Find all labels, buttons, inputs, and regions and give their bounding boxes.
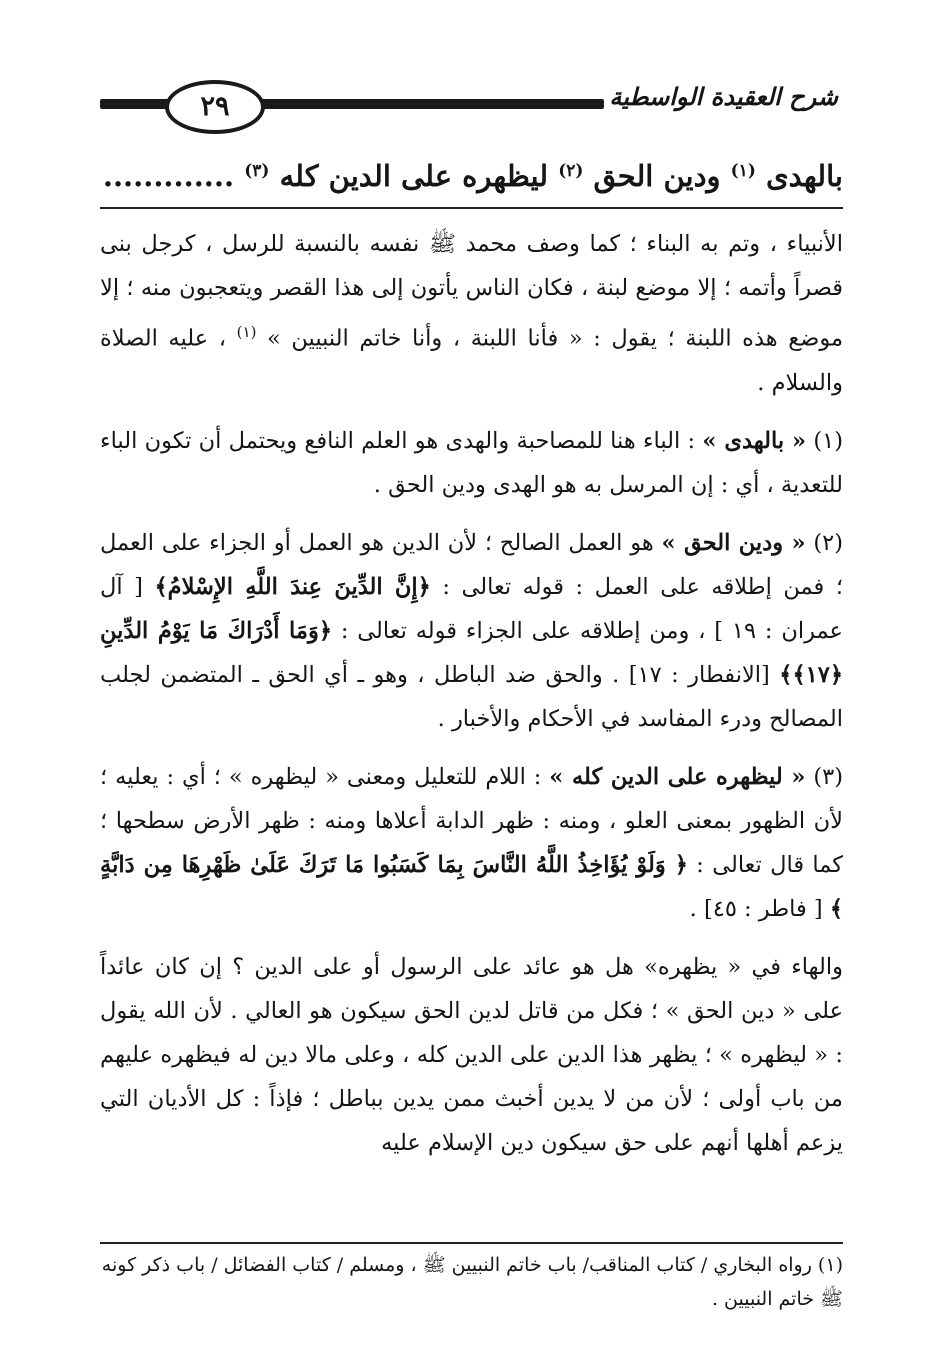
note-2-quran-2: ﴿وَمَا أَدْرَاكَ مَا يَوْمُ الدِّينِ ﴿١٧﴾﴾ — [100, 617, 843, 688]
note-3-number: (٣) — [813, 763, 843, 790]
note-3-heading: « ليظهره على الدين كله » — [549, 763, 806, 790]
note-2-heading: « ودين الحق » — [661, 529, 806, 556]
page-number: ٢٩ — [165, 80, 265, 134]
intro-paragraph — [100, 222, 843, 405]
note-2-text-3: [الانفطار : ١٧] . والحق ضد الباطل ، وهو ـ أي الحق ـ المتضمن لجلب المصالح ودرء المفاسد في الأحكام والأخبار . — [100, 661, 843, 732]
note-2 — [100, 521, 843, 741]
matn-phrase-1: بالهدى — [765, 159, 843, 193]
note-2-number: (٢) — [813, 529, 844, 556]
note-1-heading: « بالهدى » — [702, 427, 807, 454]
matn-ref-3: (٣) — [244, 161, 270, 181]
matn-separator — [100, 207, 843, 209]
matn-ref-1: (١) — [730, 161, 756, 181]
book-title: شرح العقيدة الواسطية — [609, 82, 838, 111]
matn-ref-2: (٢) — [558, 161, 584, 181]
footnote-separator — [100, 1242, 843, 1244]
commentary-body — [100, 222, 843, 1179]
note-1 — [100, 419, 843, 507]
note-1-text: : الباء هنا للمصاحبة والهدى هو العلم النافع ويحتمل أن تكون الباء للتعدية ، أي : إن المرسل به هو الهدى ودين الحق . — [100, 427, 843, 498]
note-3-text: : اللام للتعليل ومعنى « ليظهره » ؛ أي : يعليه ؛ لأن الظهور بمعنى العلو ، ومنه : ظهر الدابة أعلاها ومنه : ظهر الأرض سطحها ؛ كما قال تعالى : — [100, 763, 843, 878]
note-3-quran: ﴿ وَلَوْ يُؤَاخِذُ اللَّهُ النَّاسَ بِمَا كَسَبُوا مَا تَرَكَ عَلَىٰ ظَهْرِهَا مِن دَابَّةٍ ﴾ — [100, 851, 843, 922]
matn-phrase-2: ودين الحق — [593, 159, 721, 193]
matn-line — [100, 146, 843, 196]
note-3-text-2: [ فاطر : ٤٥] . — [689, 895, 823, 922]
note-3 — [100, 755, 843, 931]
note-2-quran-1: ﴿إِنَّ الدِّينَ عِندَ اللَّهِ الإِسْلامُ﴾ — [154, 573, 431, 600]
intro-text-end: ، عليه الصلاة والسلام . — [100, 325, 843, 396]
closing-paragraph: والهاء في « يظهره» هل هو عائد على الرسول أو على الدين ؟ إن كان عائداً على « دين الحق » ؛ فكل من قاتل لدين الحق سيكون هو العالي . لأن الله يقول : « ليظهره » ؛ يظهر هذا الدين على الدين كله ، وعلى مالا دين له فيظهره عليهم من باب أولى ؛ لأن من لا يدين أخبث ممن يدين بباطل ؛ فإذاً : كل الأديان التي يزعم أهلها أنهم على حق سيكون دين الإسلام عليه — [100, 953, 843, 1156]
note-2-text: هو العمل الصالح ؛ لأن الدين هو العمل أو الجزاء على العمل ؛ فمن إطلاقه على العمل : قوله تعالى : — [100, 529, 843, 600]
header-bar-right — [248, 99, 604, 109]
note-1-number: (١) — [813, 427, 844, 454]
intro-ref: (١) — [236, 323, 257, 341]
intro-text: الأنبياء ، وتم به البناء ؛ كما وصف محمد ﷺ نفسه بالنسبة للرسل ، كرجل بنى قصراً وأتمه ؛ إلا موضع لبنة ، فكان الناس يأتون إلى هذا القصر ويتعجبون منه ؛ إلا موضع هذه اللبنة ؛ يقول : « فأنا اللبنة ، وأنا خاتم النبيين » — [100, 231, 843, 352]
note-2-text-2: [ آل عمران : ١٩ ] ، ومن إطلاقه على الجزاء قوله تعالى : — [100, 573, 843, 644]
footnote: (١) رواه البخاري / كتاب المناقب/ باب خاتم النبيين ﷺ ، ومسلم / كتاب الفضائل / باب ذكر كونه ﷺ خاتم النبيين . — [101, 1254, 843, 1310]
matn-dots: ............. — [102, 159, 235, 193]
matn-phrase-3: ليظهره على الدين كله — [279, 159, 549, 193]
